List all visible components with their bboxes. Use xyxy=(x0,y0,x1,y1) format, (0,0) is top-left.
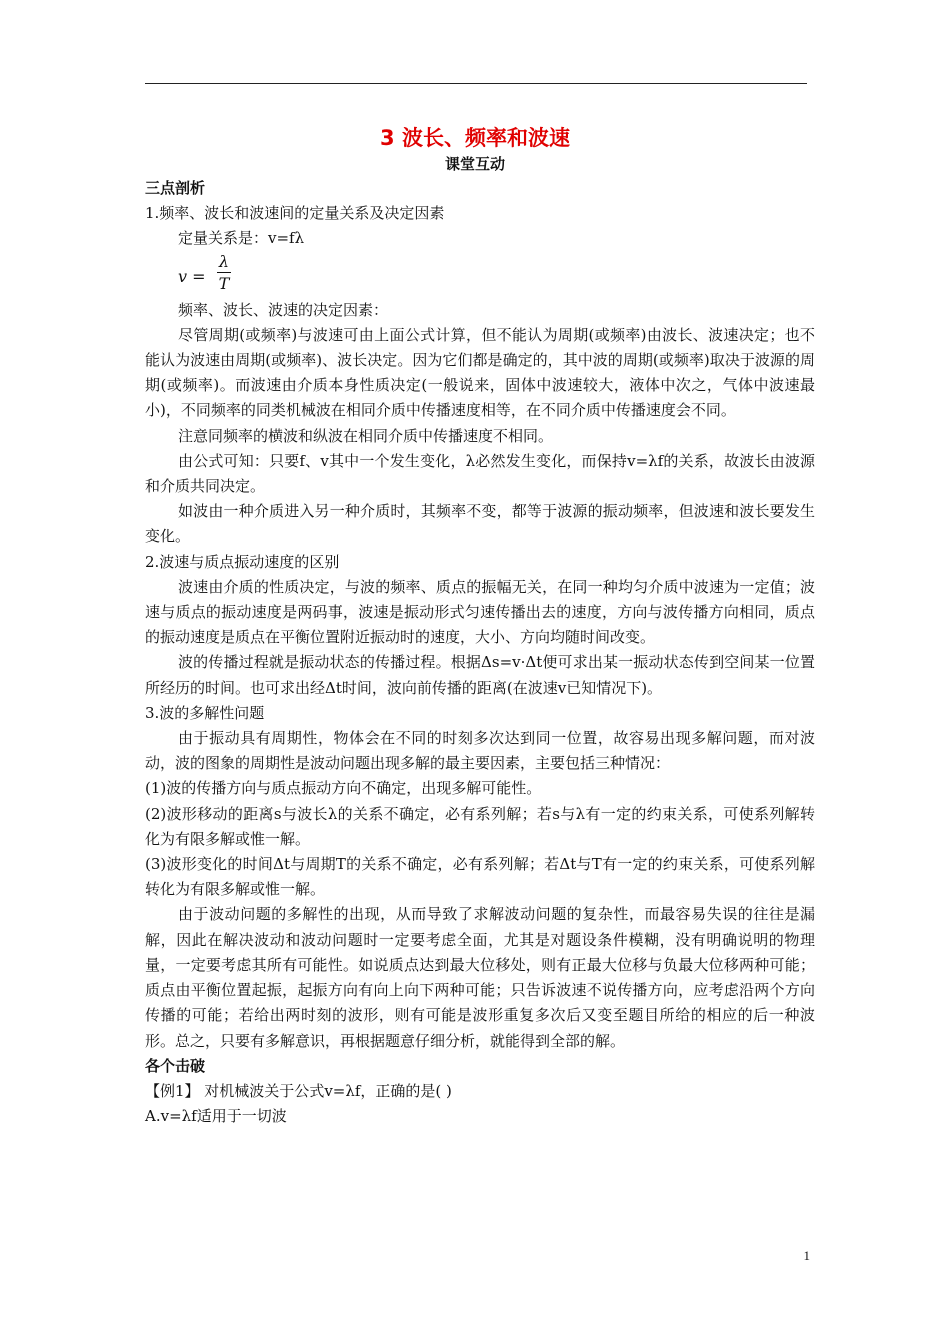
section-2-paragraph-2: 波的传播过程就是振动状态的传播过程。根据Δs=v·Δt便可求出某一振动状态传到空间某一位置所经历的时间。也可求出经Δt时间，波向前传播的距离(在波速v已知情况下)。 xyxy=(145,653,815,697)
section-3-paragraph-1: 由于振动具有周期性，物体会在不同的时刻多次达到同一位置，故容易出现多解问题，而对波动，波的图象的周期性是波动问题出现多解的最主要因素，主要包括三种情况： xyxy=(145,729,815,773)
page-subtitle: 课堂互动 xyxy=(444,155,505,173)
section-1-paragraph-4: 如波由一种介质进入另一种介质时，其频率不变，都等于波源的振动频率，但波速和波长要发生变化。 xyxy=(145,502,815,546)
formula-lhs: v = xyxy=(178,266,206,286)
document-body xyxy=(145,176,815,1129)
section-2-paragraph-1: 波速由介质的性质决定，与波的频率、质点的振幅无关，在同一种均匀介质中波速为一定值；波速与质点的振动速度是两码事，波速是振动形式匀速传播出去的速度，方向与波传播方向相同，质点的振动速度是质点在平衡位置附近振动时的速度，大小、方向均随时间改变。 xyxy=(145,577,815,647)
example-1-question: 【例1】 对机械波关于公式v=λf，正确的是( ) xyxy=(145,1081,452,1100)
breakthrough-heading: 各个击破 xyxy=(145,1056,206,1075)
section-1-heading: 1.频率、波长和波速间的定量关系及决定因素 xyxy=(145,204,445,223)
section-3-item-3: (3)波形变化的时间Δt与周期T的关系不确定，必有系列解；若Δt与T有一定的约束关系，可使系列解转化为有限多解或惟一解。 xyxy=(145,855,815,899)
section-3-paragraph-2: 由于波动问题的多解性的出现，从而导致了求解波动问题的复杂性，而最容易失误的往往是漏解，因此在解决波动和波动问题时一定要考虑全面，尤其是对题设条件模糊，没有明确说明的物理量，一定要考虑其所有可能性。如说质点达到最大位移处，则有正最大位移与负最大位移两种可能；质点由平衡位置起振，起振方向有向上向下两种可能；只告诉波速不说传播方向，应考虑沿两个方向传播的可能；若给出两时刻的波形，则有可能是波形重复多次后又变至题目所给的相应的后一种波形。总之，只要有多解意识，再根据题意仔细分析，就能得到全部的解。 xyxy=(145,905,815,1050)
section-1-relation: 定量关系是：v=fλ xyxy=(178,229,305,248)
wave-speed-formula xyxy=(178,252,815,298)
formula-fraction xyxy=(217,252,231,295)
formula-numerator: λ xyxy=(218,251,230,271)
example-1-option-a: A.v=λf适用于一切波 xyxy=(145,1107,287,1126)
section-1-paragraph-1: 尽管周期(或频率)与波速可由上面公式计算，但不能认为周期(或频率)由波长、波速决定；也不能认为波速由周期(或频率)、波长决定。因为它们都是确定的，其中波的周期(或频率)取决于波源的周期(或频率)。而波速由介质本身性质决定(一般说来，固体中波速较大，液体中次之，气体中波速最小)，不同频率的同类机械波在相同介质中传播速度相等，在不同介质中传播速度会不同。 xyxy=(145,325,815,420)
section-1-paragraph-3: 由公式可知：只要f、v其中一个发生变化，λ必然发生变化，而保持v=λf的关系，故波长由波源和介质共同决定。 xyxy=(145,451,815,496)
section-3-heading: 3.波的多解性问题 xyxy=(145,703,265,722)
analysis-heading: 三点剖析 xyxy=(145,179,206,197)
section-1-factors-heading: 频率、波长、波速的决定因素： xyxy=(178,300,389,319)
section-2-heading: 2.波速与质点振动速度的区别 xyxy=(145,552,340,571)
page-number: 1 xyxy=(803,1248,810,1263)
section-3-item-1: (1)波的传播方向与质点振动方向不确定，出现多解可能性。 xyxy=(145,779,542,798)
header-rule xyxy=(145,83,807,84)
section-1-paragraph-2: 注意同频率的横波和纵波在相同介质中传播速度不相同。 xyxy=(178,426,554,445)
section-3-item-2: (2)波形移动的距离s与波长λ的关系不确定，必有系列解；若s与λ有一定的约束关系，可使系列解转化为有限多解或惟一解。 xyxy=(145,804,815,848)
formula-denominator: T xyxy=(218,273,230,293)
page-title: 3 波长、频率和波速 xyxy=(380,126,570,150)
